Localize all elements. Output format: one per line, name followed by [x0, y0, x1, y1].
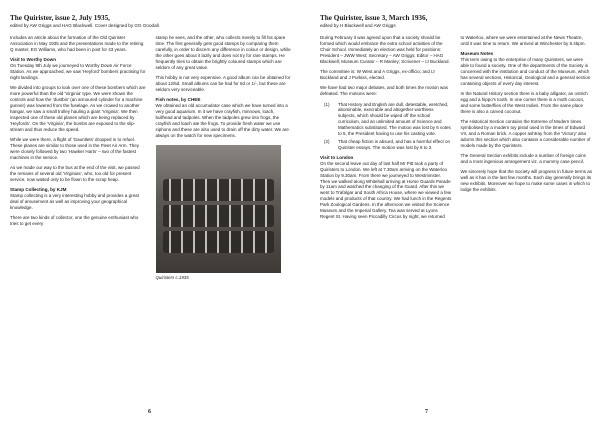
right-column-2 [461, 35, 593, 224]
paragraph: On the second leave out day of last half Mr Pitt took a party of Quiristers to London. We left at 7.30am arriving on the Waterloo Station by 9.30am. From there we journeyed to Westminster. Then we walked along Whitehall arriving at Horse Guards Parade by 11am and watched the changing of the Guard. After this we went to Trafalgar and South Africa House, where we viewed a few models and products of that country. We had lunch in the Regents Park Zoological Gardens. In the afternoon we visited the Science Museum and the Imperial Gallery. Tea was served at Lyons Regent St. Having seen Piccadilly Circus by night, we returned [320, 160, 452, 219]
motion-list [320, 102, 452, 151]
motion-item [320, 139, 452, 151]
paragraph: Includes an article about the formation of the Old Quirister Association in May 1935 and the presentations made to the retiring Q master, EG Williams, who had been in post for 43 years. [10, 35, 144, 53]
paragraph: We divided into groups to look over one of these bombers which are more powerful than the old 'Virginia' type. We were shown the controls and how the 'dustbin' (an armoured cylinder for a machine gunner) was lowered from the fuselage. As we crowed to another hangar, we saw a small trolley hauling a giant 'Virginia'. We then inspected one of these old planes which are being replaced by 'Heyfords'. On the 'Virginia', the bombs are exposed to the slip-stream and thus reduce the speed. [10, 85, 146, 132]
motion-item [320, 102, 452, 137]
paragraph: stamp he sees, and the other, who collects merely to fill his spare time. The first generally gets good stamps by comparing them carefully, in order to discern any difference in colour or design, while the other goes about it lazily and does not try for rare stamps. He frequently tries to obtain the brightly coloured stamps which are seldom of any great value. [155, 35, 291, 70]
motion-number: (2) [324, 138, 330, 144]
section-heading: Stamp Collecting, by KJM [10, 187, 67, 193]
page-subtitle: edited by H Blackwell and AW Griggs [320, 23, 396, 28]
photo-row [163, 231, 274, 253]
motion-text: That cheap fiction is absurd, and has a harmful effect on Quirister essays. The motion was lost by 8 to 2. [338, 138, 450, 150]
motion-number: (1) [324, 101, 330, 107]
photo-caption: Quiristers c.1935 [155, 274, 189, 280]
photo-row [163, 205, 274, 227]
paragraph: We obtained an old accumulator case which we have turned into a very good aquarium. In it we have crayfish, minnows, loach, bullhead and tadpoles. When the tadpoles grew into frogs, the crayfish and loach ate the frogs. To provide fresh water we use siphons and these are also used to drain off the dirty water. We are always on the watch for new specimens. [155, 103, 289, 138]
page-number: 6 [148, 409, 151, 415]
paragraph: Stamp collecting is a very interesting hobby and provides a great deal of amusement as well as improving your geographical knowledge. [10, 193, 139, 210]
group-photo [156, 145, 282, 273]
right-column-1 [320, 35, 452, 224]
paragraph: This hobby is not very expensive. A good album can be obtained for about 12/6d. Small albums can be had for 6d or 1/-, but these are seldom very serviceable. [155, 75, 291, 92]
paragraph: This term owing to the enterprise of many Quiristers, we were able to found a society. One of the departments of the Society is concerned with the institution and conduct of the Museum, which has several sections, Historical, Geological and a general section containing objects of every day interest. [460, 57, 591, 87]
paragraph: The committee is: W West and A Griggs, ex-officio; and IJ Buckland and J Purkiss, elected. [320, 69, 435, 81]
page-title: The Quirister, issue 3, March 1936, [320, 14, 428, 22]
paragraph: There are two kinds of collector, one the genuine enthusiast who tries to get every [10, 215, 139, 227]
paragraph: On Tuesday 9th July we journeyed to Worthy Down Air Force Station. As we approached, we saw 'Heyford' bombers practising for night landings. [10, 63, 146, 81]
paragraph: to Waterloo, where we were entertained at the News Theatre, until it was time to return. We arrived at Winchester by 8.45pm. [460, 35, 586, 47]
paragraph: We sincerely hope that the Society will progress in future terms as well as it has in the last few months. Each day generally brings its new exhibits. Moreover we hope to make some cases in which to lodge the exhibits. [460, 169, 592, 193]
paragraph: The Historical Section contains the Extreme of Modern times symbolised by a modern toy pistol used in the times of Edward VII, and a Roman brick. A copper ashtray from the 'Victory' also adorns this section which also contains a considerable number of models made by the Quiristers. [460, 119, 591, 148]
section-heading: Museum Notes [460, 51, 494, 57]
left-column-1 [10, 35, 147, 279]
section-heading: Fish notes, by CHEE [155, 97, 201, 103]
section-heading: Visit to London [320, 154, 354, 160]
paragraph: We have had two major debates, and both times the motion was defeated. The motions were: [320, 85, 448, 97]
motion-text: That History and English are dull, detestable, wretched, abominable, execrable and altogether worthless subjects, which should be wiped off the school curriculum, and an unlimited amount of Science and Mathematics substituted. The motion was lost by 6 votes to 5, the President having to use his casting vote. [338, 101, 451, 137]
page-subtitle: edited by AW Griggs and HAG Blackwell. Cover designed by GG Goodall. [10, 23, 160, 28]
section-heading: Visit to Worthy Down [10, 57, 57, 63]
right-page [300, 0, 600, 423]
paragraph: In the Natural History section there is a baby alligator, an ostrich egg and a hippo's tooth. In one corner there is a moth cocoon, and some butterflies of the West Indies. From the same place there is also a carved coconut. [460, 91, 588, 115]
paragraph: As we made our way to the bus at the end of the visit, we passed the remains of several old 'Virginias', who, too old for present service, now waited only to be flown to the scrap heap. [10, 165, 140, 182]
page-number: 7 [425, 409, 428, 415]
photo-row [163, 179, 274, 201]
paragraph: While we were there, a flight of 'Gauntlets' dropped in to refuel. These planes are similar to those used in the Fleet Air Arm. They were closely followed by two 'Hawker Harts' – two of the fastest machines in the service. [10, 137, 139, 160]
paragraph: During February it was agreed upon that a society should be formed which would embrace the extra school activities of the Choir School. Immediately an election was held for positions: President – JWW West; Secretary – AW Griggs; Editor – HAG Blackwell; Museum Curator – R Manley; Scrivener – IJ Buckland. [320, 35, 450, 64]
paragraph: The General Section exhibits include a number of foreign coins and a most ingenious arrangement viz. a mummy case pencil. [460, 153, 586, 165]
left-column-2 [156, 35, 293, 279]
page-title: The Quirister, issue 2, July 1935, [10, 14, 110, 22]
